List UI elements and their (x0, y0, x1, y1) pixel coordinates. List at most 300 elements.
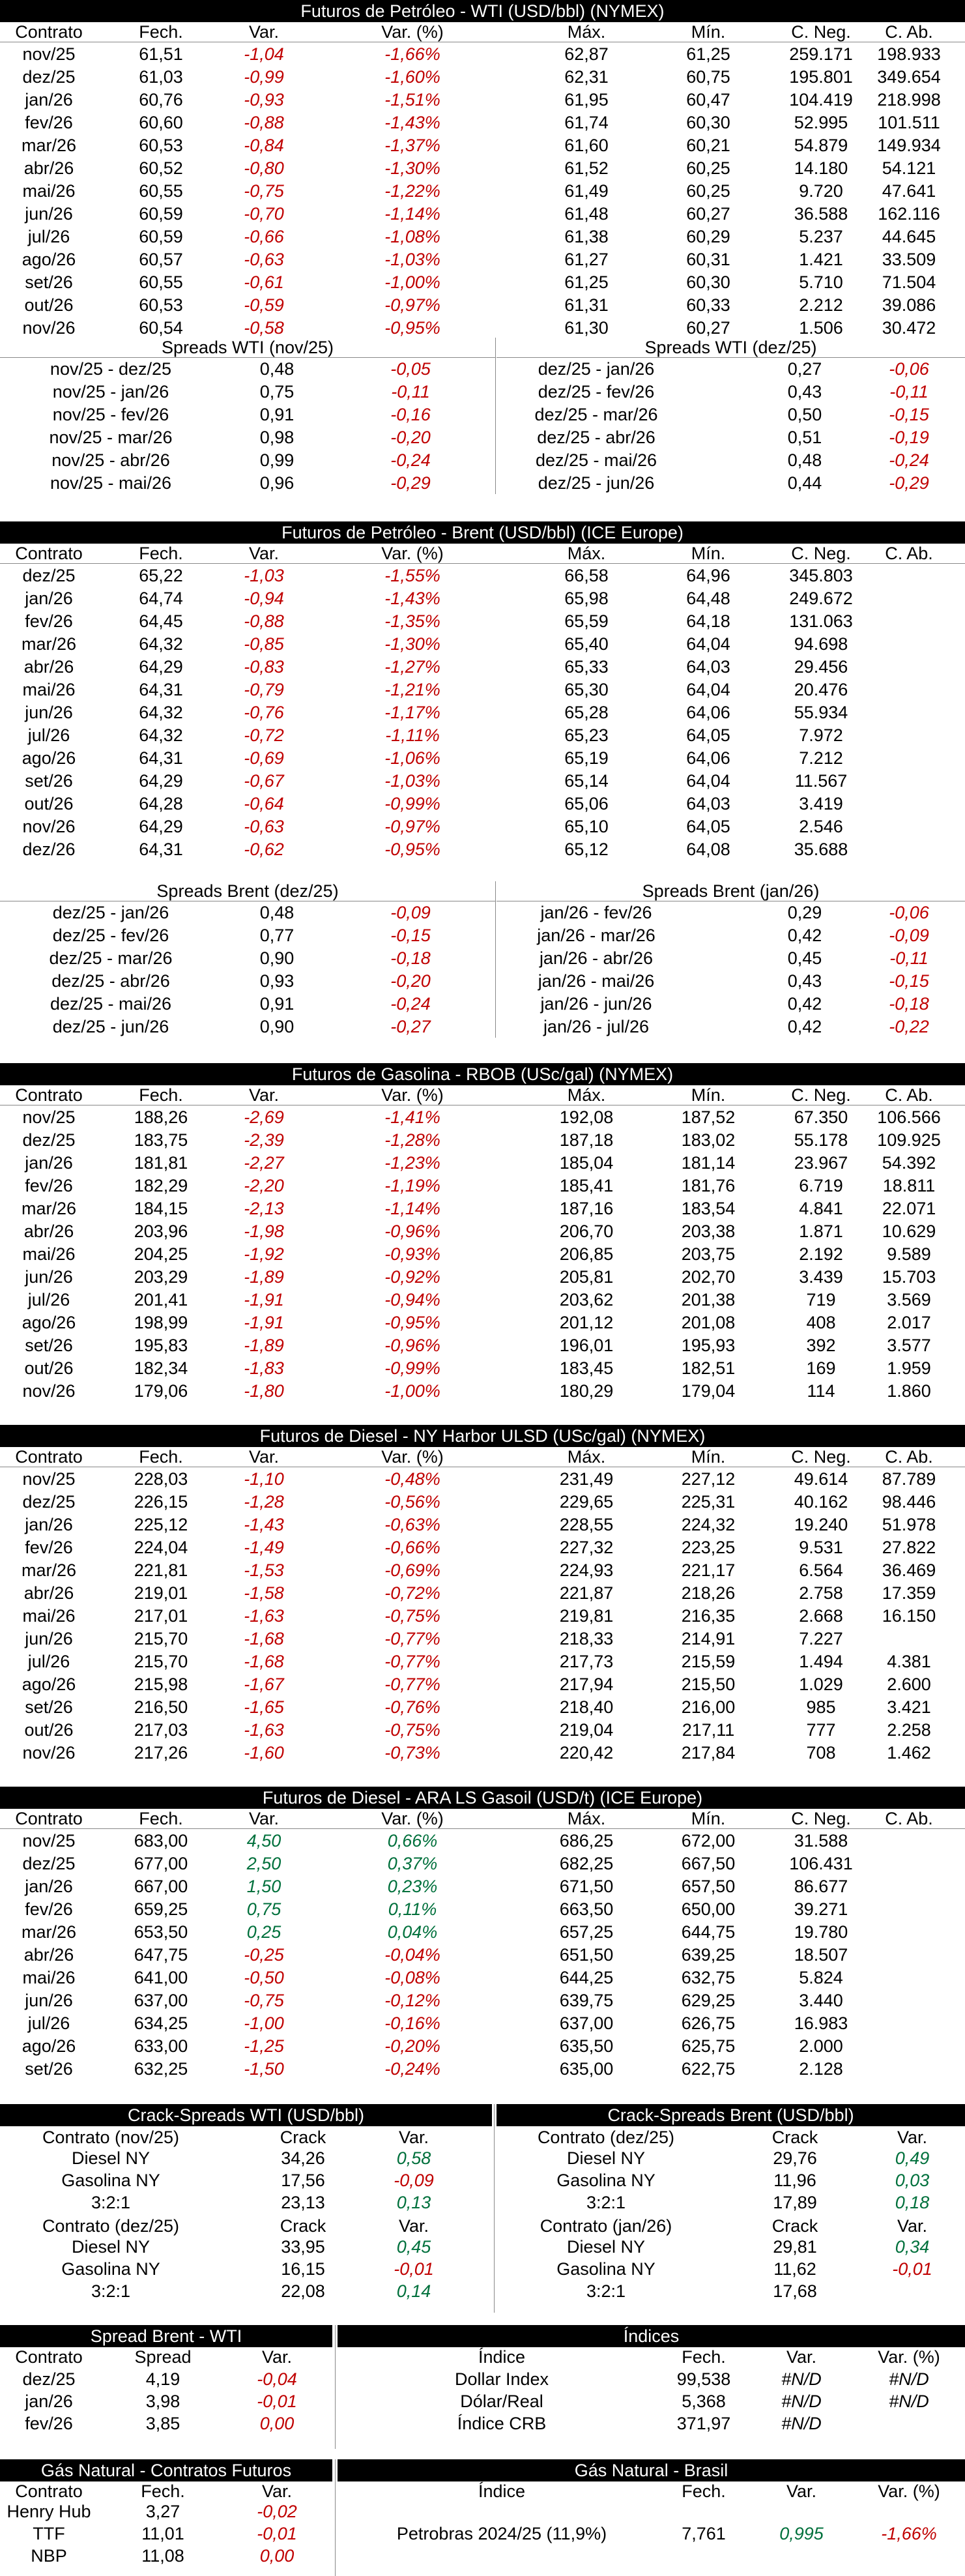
column-header: Fech. (139, 1809, 183, 1828)
cell: 187,52 (681, 1107, 736, 1127)
table-row (0, 1514, 965, 1536)
cell: mar/26 (21, 1560, 77, 1580)
gasoil-header-row (0, 1809, 965, 1829)
column-header: Var. (%) (381, 1809, 444, 1828)
column-header: Var. (398, 2216, 429, 2236)
cell: 672,00 (681, 1831, 736, 1851)
cell: mai/26 (22, 1968, 76, 1987)
cell: 0,99 (259, 450, 295, 470)
rbob-header-row (0, 1085, 965, 1105)
cell: 5.824 (799, 1968, 843, 1987)
cell: -0,16% (384, 2013, 440, 2033)
cell: 64,32 (139, 725, 183, 745)
cell: dez/25 - jan/26 (52, 903, 169, 922)
cell: 677,00 (134, 1854, 188, 1873)
cell: Diesel NY (71, 2148, 151, 2168)
cell: -0,01 (892, 2259, 932, 2279)
cell: 64,28 (139, 794, 183, 813)
spread-row (0, 403, 965, 426)
cell: -1,28 (244, 1492, 284, 1512)
table-row (0, 1491, 965, 1514)
cell: 52.995 (794, 113, 848, 132)
cell: 114 (807, 1381, 835, 1401)
cell: -0,06 (889, 903, 929, 922)
cell: 408 (806, 1313, 836, 1332)
cell: 65,98 (564, 589, 609, 608)
cell: 0,18 (895, 2193, 930, 2212)
cell: 0,91 (259, 405, 295, 424)
cell: ago/26 (22, 748, 76, 768)
cell: 392 (806, 1336, 836, 1355)
cell: -1,63 (244, 1720, 284, 1740)
cell: -1,50 (244, 2059, 284, 2079)
cell: Gasolina NY (61, 2259, 160, 2279)
cell: 49.614 (794, 1469, 848, 1489)
cell: 4,19 (145, 2369, 180, 2389)
table-row (0, 724, 965, 747)
spread-row (0, 970, 965, 993)
wti_spreads-right-title: Spreads WTI (dez/25) (497, 338, 965, 358)
cell: jul/26 (27, 227, 70, 246)
cell: -1,49 (244, 1538, 284, 1557)
cell: 4.381 (887, 1652, 931, 1671)
cell: 217,03 (134, 1720, 188, 1740)
column-header: Var. (261, 2481, 293, 2501)
cell: 64,18 (686, 611, 730, 631)
cell: 629,25 (681, 1991, 736, 2010)
cell: -0,58 (244, 318, 284, 338)
cell: 663,50 (559, 1899, 614, 1919)
cell: 3,98 (145, 2392, 180, 2411)
cell: 229,65 (559, 1492, 614, 1512)
cell: 99,538 (676, 2369, 731, 2389)
table-row (0, 1289, 965, 1311)
cell: 0,91 (259, 994, 295, 1014)
cell: Dólar/Real (460, 2392, 543, 2411)
column-header: Mín. (691, 22, 726, 42)
table-row (0, 2545, 965, 2568)
cell: -0,29 (889, 473, 929, 493)
cell: 2.192 (799, 1244, 843, 1264)
cell: 228,55 (559, 1515, 614, 1534)
cell: 60,21 (686, 136, 730, 155)
cell: mar/26 (21, 634, 77, 654)
cell: -1,91 (244, 1313, 284, 1332)
cell: 651,50 (559, 1945, 614, 1965)
cell: -0,18 (390, 948, 431, 968)
cell: 0,42 (787, 926, 822, 945)
column-header: C. Ab. (885, 1447, 933, 1467)
column-header: Máx. (567, 1809, 606, 1828)
cell: 182,29 (134, 1176, 188, 1195)
cell: jan/26 (25, 2392, 73, 2411)
cell: nov/26 (22, 318, 76, 338)
cell: 6.719 (799, 1176, 843, 1195)
cell: 633,00 (134, 2036, 188, 2056)
cell: nov/25 (22, 1469, 76, 1489)
cell: fev/26 (25, 2414, 73, 2433)
column-header: Crack (771, 2216, 818, 2236)
crack-wti-title: Crack-Spreads WTI (USD/bbl) (0, 2104, 492, 2126)
cell: 0,43 (787, 971, 822, 991)
cell: 2.212 (799, 295, 843, 315)
cell: jan/26 - mar/26 (537, 926, 655, 945)
table-row (0, 203, 965, 226)
cell: 61,52 (564, 158, 609, 178)
column-header: C. Neg. (791, 22, 851, 42)
cell: -1,89 (244, 1336, 284, 1355)
spread-row (0, 947, 965, 970)
cell: 671,50 (559, 1877, 614, 1896)
cell: -1,03 (244, 566, 284, 585)
cell: 54.121 (882, 158, 936, 178)
cell: 64,05 (686, 725, 730, 745)
cell: jun/26 (25, 1991, 73, 2010)
cell: -0,04% (384, 1945, 440, 1965)
cell: mar/26 (21, 136, 77, 155)
table-row (0, 1468, 965, 1491)
cell: 667,50 (681, 1854, 736, 1873)
crack-row (0, 2147, 965, 2170)
cell: jun/26 (25, 204, 73, 224)
cell: -0,93 (244, 90, 284, 110)
brent_spreads-right-title: Spreads Brent (jan/26) (497, 881, 965, 901)
cell: 0,49 (895, 2148, 930, 2168)
cell: -1,06% (384, 748, 440, 768)
cell: -0,20% (384, 2036, 440, 2056)
cell: -2,27 (244, 1153, 284, 1173)
cell: -0,85 (244, 634, 284, 654)
cell: 11,08 (141, 2546, 184, 2566)
cell: 195,83 (134, 1336, 188, 1355)
cell: 7.227 (799, 1629, 843, 1648)
cell: 64,29 (139, 817, 183, 836)
cell: -0,24 (889, 450, 929, 470)
column-header: Índice (478, 2481, 526, 2501)
cell: -0,09 (394, 2171, 434, 2190)
table-row (0, 1197, 965, 1220)
table-row (0, 1898, 965, 1921)
table-row (0, 587, 965, 610)
cell: -0,79 (244, 680, 284, 699)
cell: -0,09 (889, 926, 929, 945)
column-header: Var. (248, 1809, 280, 1828)
cell: nov/26 (22, 1381, 76, 1401)
cell: -0,94% (384, 1290, 440, 1310)
cell: 635,50 (559, 2036, 614, 2056)
cell: -0,01 (257, 2524, 297, 2543)
cell: 180,29 (559, 1381, 614, 1401)
cell: 0,25 (246, 1922, 281, 1942)
spread-row (0, 1016, 965, 1038)
cell: -1,17% (384, 703, 440, 722)
cell: set/26 (25, 272, 73, 292)
cell: out/26 (24, 794, 74, 813)
cell: -0,69 (244, 748, 284, 768)
cell: 777 (806, 1720, 836, 1740)
cell: 33,95 (281, 2237, 325, 2257)
cell: -0,02 (257, 2502, 297, 2521)
cell: 60,55 (139, 181, 183, 201)
table-row (0, 2523, 965, 2545)
cell: 639,75 (559, 1991, 614, 2010)
cell: -1,66% (881, 2524, 937, 2543)
cell: -0,88 (244, 611, 284, 631)
cell: 98.446 (882, 1492, 936, 1512)
cell: 65,19 (564, 748, 609, 768)
cell: 0,00 (259, 2546, 295, 2566)
column-header: Var. (786, 2347, 817, 2367)
cell: 65,30 (564, 680, 609, 699)
cell: 1.860 (887, 1381, 931, 1401)
cell: 0,51 (787, 428, 822, 447)
cell: 259.171 (789, 44, 853, 64)
cell: 94.698 (794, 634, 848, 654)
table-row (0, 43, 965, 66)
cell: -0,08% (384, 1968, 440, 1987)
cell: 0,14 (396, 2281, 431, 2301)
cell: 6.564 (799, 1560, 843, 1580)
table-row (0, 610, 965, 633)
cell: 0,23% (387, 1877, 438, 1896)
cell: -0,99% (384, 794, 440, 813)
cell: -2,13 (244, 1199, 284, 1218)
cell: -1,14% (384, 204, 440, 224)
table-row (0, 157, 965, 180)
cell: -1,04 (244, 44, 284, 64)
table-row (0, 180, 965, 203)
cell: 2.000 (799, 2036, 843, 2056)
cell: 183,45 (559, 1358, 614, 1378)
cell: fev/26 (25, 113, 73, 132)
cell: 632,25 (134, 2059, 188, 2079)
cell: 217,26 (134, 1743, 188, 1763)
cell: jun/26 (25, 703, 73, 722)
cell: fev/26 (25, 1176, 73, 1195)
cell: 217,94 (559, 1675, 614, 1694)
cell: -0,67 (244, 771, 284, 791)
cell: 7.972 (799, 725, 843, 745)
cell: 0,75 (246, 1899, 281, 1919)
table-row (0, 1536, 965, 1559)
cell: 345.803 (789, 566, 853, 585)
cell: 215,70 (134, 1652, 188, 1671)
cell: 0,48 (259, 903, 295, 922)
cell: TTF (33, 2524, 65, 2543)
cell: -0,97% (384, 817, 440, 836)
cell: 47.641 (882, 181, 936, 201)
cell: set/26 (25, 771, 73, 791)
cell: -1,91 (244, 1290, 284, 1310)
cell: dez/26 (22, 840, 76, 859)
cell: 682,25 (559, 1854, 614, 1873)
cell: nov/25 - fev/26 (52, 405, 169, 424)
column-header: Var. (248, 22, 280, 42)
column-header: Fech. (139, 1447, 183, 1467)
cell: -1,53 (244, 1560, 284, 1580)
cell: -1,10 (244, 1469, 284, 1489)
table-row (0, 770, 965, 793)
cell: 708 (806, 1743, 836, 1763)
column-header: Mín. (691, 1085, 726, 1105)
cell: 215,70 (134, 1629, 188, 1648)
cell: 625,75 (681, 2036, 736, 2056)
cell: -0,62 (244, 840, 284, 859)
table-row (0, 633, 965, 656)
column-header: Var. (248, 544, 280, 563)
column-header: C. Ab. (885, 1085, 933, 1105)
cell: -1,28% (384, 1130, 440, 1150)
cell: 9.531 (799, 1538, 843, 1557)
cell: -0,61 (244, 272, 284, 292)
cell: Dollar Index (454, 2369, 549, 2389)
cell: 215,50 (681, 1675, 736, 1694)
cell: 653,50 (134, 1922, 188, 1942)
column-header: C. Neg. (791, 1809, 851, 1828)
cell: 249.672 (789, 589, 853, 608)
cell: 22,08 (281, 2281, 325, 2301)
column-header: Contrato (15, 1809, 83, 1828)
cell: 224,04 (134, 1538, 188, 1557)
cell: 64,29 (139, 771, 183, 791)
cell: -1,23% (384, 1153, 440, 1173)
cell: 60,53 (139, 136, 183, 155)
cell: nov/25 (22, 44, 76, 64)
cell: -1,63 (244, 1606, 284, 1626)
cell: nov/26 (22, 817, 76, 836)
cell: 683,00 (134, 1831, 188, 1851)
cell: -0,24 (390, 994, 431, 1014)
column-header: Var. (248, 1085, 280, 1105)
cell: 0,98 (259, 428, 295, 447)
cell: 216,00 (681, 1697, 736, 1717)
cell: 19.780 (794, 1922, 848, 1942)
cell: 104.419 (789, 90, 853, 110)
column-header: C. Neg. (791, 544, 851, 563)
cell: 61,27 (564, 250, 609, 269)
cell: 64,04 (686, 634, 730, 654)
cell: 639,25 (681, 1945, 736, 1965)
cell: 181,81 (134, 1153, 188, 1173)
table-row (0, 1559, 965, 1582)
cell: set/26 (25, 2059, 73, 2079)
cell: 216,35 (681, 1606, 736, 1626)
cell: 221,81 (134, 1560, 188, 1580)
cell: dez/25 (22, 1492, 76, 1512)
cell: -1,58 (244, 1583, 284, 1603)
cell: 3,27 (145, 2502, 180, 2521)
table-row (0, 1921, 965, 1944)
cell: 3:2:1 (91, 2193, 131, 2212)
cell: -0,18 (889, 994, 929, 1014)
spread-row (0, 993, 965, 1016)
cell: -0,95% (384, 1313, 440, 1332)
cell: 60,30 (686, 272, 730, 292)
ulsd-header-row (0, 1447, 965, 1467)
cell: 2.600 (887, 1675, 931, 1694)
cell: 3.440 (799, 1991, 843, 2010)
column-header: Contrato (15, 2347, 83, 2367)
cell: 0,90 (259, 1017, 295, 1036)
column-header: Contrato (dez/25) (42, 2216, 180, 2236)
cell: 215,98 (134, 1675, 188, 1694)
cell: 66,58 (564, 566, 609, 585)
cell: #N/D (889, 2392, 929, 2411)
cell: 217,01 (134, 1606, 188, 1626)
cell: -1,03% (384, 250, 440, 269)
cell: 647,75 (134, 1945, 188, 1965)
cell: 169 (806, 1358, 836, 1378)
cell: 55.934 (794, 703, 848, 722)
cell: 60,60 (139, 113, 183, 132)
cell: -0,25 (244, 1945, 284, 1965)
cell: jul/26 (27, 1290, 70, 1310)
cell: 634,25 (134, 2013, 188, 2033)
cell: -1,41% (384, 1107, 440, 1127)
cell: -1,00 (244, 2013, 284, 2033)
cell: 60,54 (139, 318, 183, 338)
column-header: Crack (771, 2128, 818, 2147)
cell: 231,49 (559, 1469, 614, 1489)
table-row (0, 1129, 965, 1152)
cell: 64,31 (139, 748, 183, 768)
cell: 64,48 (686, 589, 730, 608)
cell: nov/25 - jan/26 (52, 382, 169, 402)
cell: -0,83 (244, 657, 284, 677)
column-header: Contrato (15, 1447, 83, 1467)
cell: 667,00 (134, 1877, 188, 1896)
cell: 214,91 (681, 1629, 736, 1648)
cell: 719 (806, 1290, 836, 1310)
cell: Gasolina NY (556, 2171, 655, 2190)
cell: 64,04 (686, 771, 730, 791)
table-row (0, 1875, 965, 1898)
cell: 22.071 (882, 1199, 936, 1218)
cell: 204,25 (134, 1244, 188, 1264)
cell: 198,99 (134, 1313, 188, 1332)
cell: dez/25 (22, 67, 76, 87)
column-header: Índice (478, 2347, 526, 2367)
cell: 60,31 (686, 250, 730, 269)
cell: 183,75 (134, 1130, 188, 1150)
cell: jan/26 (25, 1877, 73, 1896)
table-row (0, 1628, 965, 1650)
cell: 228,03 (134, 1469, 188, 1489)
spread-row (0, 426, 965, 449)
cell: jan/26 (25, 1515, 73, 1534)
cell: 4,50 (246, 1831, 281, 1851)
cell: 0,27 (787, 359, 822, 379)
spread-row (0, 472, 965, 495)
cell: 60,33 (686, 295, 730, 315)
cell: -0,20 (390, 971, 431, 991)
cell: 60,59 (139, 204, 183, 224)
cell: 644,25 (559, 1968, 614, 1987)
cell: 60,27 (686, 318, 730, 338)
column-header: Mín. (691, 1447, 726, 1467)
cell: 131.063 (789, 611, 853, 631)
cell: 3:2:1 (586, 2193, 626, 2212)
cell: 64,32 (139, 634, 183, 654)
cell: 64,08 (686, 840, 730, 859)
cell: -1,43% (384, 113, 440, 132)
cell: 64,03 (686, 657, 730, 677)
cell: 0,66% (387, 1831, 438, 1851)
rbob-title: Futuros de Gasolina - RBOB (USc/gal) (NYMEX) (0, 1063, 965, 1085)
spread-bw-title: Spread Brent - WTI (0, 2325, 332, 2347)
cell: Diesel NY (71, 2237, 151, 2257)
cell: -0,69% (384, 1560, 440, 1580)
